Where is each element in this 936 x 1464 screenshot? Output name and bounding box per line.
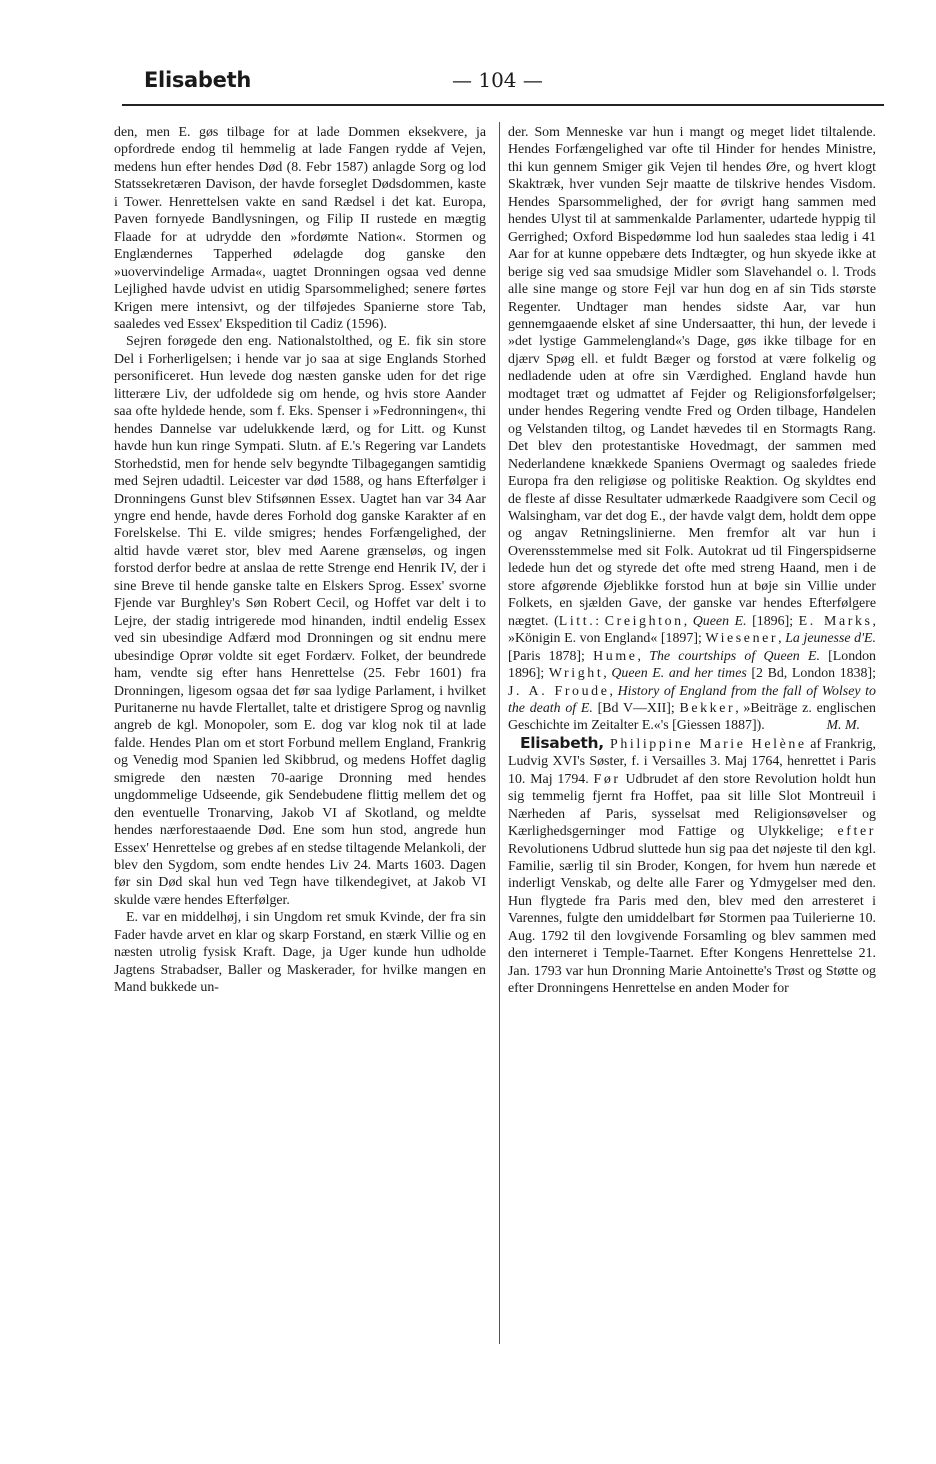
entry-headword: Elisabeth, xyxy=(520,733,604,752)
reference-author: Wiesener xyxy=(705,631,779,647)
author-signature: M. M. xyxy=(826,718,860,734)
separator: , xyxy=(683,613,693,629)
paragraph-text: der. Som Menneske var hun i mangt og meget lidet tiltalende. Hendes Forfængelighed var ofte til Hinder for hendes Ministre, thi kun gennem Smiger gik Vejen til hendes Øre, og hvert klogt Skaktræk, hver vunden Sejr maatte de tilskrive hendes Visdom. Hendes Sparsommelighed, der for øvrigt hang sammen med hendes Ulyst til at sammenkalde Parlamenter, udartede hyppig til Gerrighed; Oxford Bispedømme lod hun saaledes staa ledig i 41 Aar for at kunne oppebære dets Indtægter, og hun skyede ikke at berige sig ved saa smudsige Midler som Slavehandel o. l. Trods alle sine mange og store Fejl var hun dog en af sin Tids største Regenter. Undtager man hendes sidste Aar, var hun gennemgaaende elsket af sine Undersaatter, thi hun, der levede i »det lystige Gammelengland«'s Dage, gøs ikke tilbage for en djærv Spøg ell. et fuldt Bæger og forstod at være folkelig og nedladende uden at ofre sin Værdighed. England havde hun modtaget træt og udmattet af Fejder og Religionsforfølgelser; under hendes Regering vendte Fred og Orden tilbage, Handelen og Velstanden tiltog, og Landet hævedes til en Stormagts Rang. Det blev den protestantiske Hovedmagt, der sammen med Nederlandene knækkede Spaniens Overmagt og saaledes friede Europa fra den religiøse og politiske Reaktion. Og skyldtes end de fleste af disse Resultater udmærkede Raadgivere som Cecil og Walsingham, var det dog E., der havde valgt dem, holdt dem oppe og angav Retningslinierne. Men fremfor alt var hun i Overensstemmelse med sit Folk. Autokrat ud til Fingerspidserne ledede hun det og styrede det ofte med streng Haand, men i de store afgørende Øjeblikke forstod hun at bøje sin Villie under Folkets, en sjælden Gave, der ganske var hendes Efterfølgere nægtet. ( xyxy=(508,125,876,629)
reference-details: [Bd V—XII]; xyxy=(592,700,680,716)
entry-text: Udbrudet af den store Revolution holdt hun sig temmelig fjernt fra Hoffet, paa sit lille Slot Montreuil i Nærheden af Paris, sysselsat med Religionsøvelser og Kærlighedsgerninger mod Fattige og Ulykkelige; xyxy=(508,771,876,840)
reference-author: E. Marks xyxy=(798,613,873,629)
separator: , xyxy=(603,666,612,682)
header-rule xyxy=(122,104,884,106)
running-title: Elisabeth xyxy=(144,68,251,92)
paragraph: E. var en middelhøj, i sin Ungdom ret smuk Kvinde, der fra sin Fader havde arvet en klar og skarp Forstand, en stærk Villie og en næsten utrolig fysisk Kraft. Dage, ja Uger kunde hun udholde Jagtens Strabadser, Baller og Maskerader, for hvilke mangen en Mand bukkede un- xyxy=(114,910,486,996)
reference-details: [2 Bd, London 1838]; xyxy=(746,666,876,682)
literature-label: Litt. xyxy=(558,613,596,629)
reference-title: History of England from the fall of Wolsey to the death of E. xyxy=(508,683,876,716)
emphasis-after: efter xyxy=(837,824,876,840)
left-column xyxy=(114,124,486,997)
reference-details: [Paris 1878]; xyxy=(508,648,594,664)
reference-author: J. A. Froude xyxy=(508,683,610,699)
reference-author: Wright xyxy=(548,666,604,682)
paragraph-with-references xyxy=(508,124,876,735)
separator: , xyxy=(637,648,650,664)
entry-text: af Frankrig, Ludvig XVI's Søster, f. i Versailles 3. Maj 1764, henrettet i Paris 10. Maj 1794. xyxy=(508,736,877,787)
page-header xyxy=(122,66,882,100)
reference-author: Bekker xyxy=(679,700,736,716)
reference-title: Queen E. xyxy=(692,613,747,629)
reference-title: La jeunesse d'E. xyxy=(785,631,876,647)
paragraph: den, men E. gøs tilbage for at lade Dommen eksekvere, ja opfordrede endog til hemmelig at lade Fangen rydde af Vejen, medens hun efter hendes Død (8. Febr 1587) anlagde Sorg og lod Statssekretæren Davison, der havde forseglet Dødsdommen, kaste i Tower. Henrettelsen vakte en sand Rædsel i det kat. Europa, Paven fornyede Bandlysningen, og Filip II rustede en mægtig Flaade for at udrydde den »fordømte Nation«. Stormen og Englændernes Tapperhed ødelagde dog ganske den »uovervindelige Armada«, uagtet Dronningen ogsaa ved denne Lejlighed havde udvist en utidig Sparsommelighed; senere førtes Krigen mere intensivt, og der tilføjedes Spanierne store Tab, saaledes ved Essex' Ekspedition til Cadiz (1596). xyxy=(114,125,486,332)
reference-title: The courtships of Queen E. xyxy=(649,648,820,664)
page-number: — 104 — xyxy=(452,68,543,92)
entry-name: Philippine Marie Helène xyxy=(603,736,807,752)
column-divider xyxy=(499,122,500,1344)
reference-title: Queen E. and her times xyxy=(611,666,747,682)
reference-details: , »Königin E. von England« [1897]; xyxy=(508,613,876,647)
separator: : xyxy=(595,613,605,629)
reference-author: Hume xyxy=(593,648,638,664)
reference-author: Creighton xyxy=(604,613,684,629)
entry-paragraph xyxy=(508,735,876,998)
separator: , xyxy=(609,683,618,699)
reference-details: [London 1896]; xyxy=(508,648,876,682)
emphasis-before: Før xyxy=(593,771,621,787)
paragraph: Sejren forøgede den eng. Nationalstolthed, og E. fik sin store Del i Forherligelsen; i hende var jo saa at sige Englands Storhed personificeret. Hun levede dog næsten ganske uden for det rige litterære Liv, der udfoldede sig om hende, og hvis store Aander saa ofte hyldede hende, som f. Eks. Spenser i »Fedronningen«, thi hendes Dannelse var udelukkende lærd, og for Litt. og Kunst havde hun kun ringe Sympati. Slutn. af E.'s Regering var Landets Storhedstid, men for hende selv begyndte Tilbagegangen samtidig med Sejren udadtil. Leicester var død 1588, og hans Efterfølger i Dronningens Gunst blev Stifsønnen Essex. Uagtet han var 34 Aar yngre end hende, havde deres Forhold dog ganske Karakter af en Forelskelse. Thi E. vilde smigres; hendes Forfængelighed, der altid havde været stor, blev med Aarene grænseløs, og ingen forstod derfor bedre at anslaa de rette Strenge end Henrik IV, der i sine Breve til hende ganske talte en Elskers Sprog. Essex' svorne Fjende var Burghley's Søn Robert Cecil, og Hoffet var delt i to Lejre, der stadig intrigerede mod hinanden, indtil endelig Essex ved sin ubesindige Adfærd mod Dronningen og sit endnu mere ubesindige Oprør voldte sit eget Fordærv. Folket, der beundrede ham, vendte sig efter hans Henrettelse (25. Febr 1601) fra Dronningen, ligesom ogsaa det før saa lydige Parlament, i hvilket Puritanerne nu havde Flertallet, talte et dristigere Sprog og navnlig angreb de kgl. Monopoler, som E. dog var klog nok til at lade falde. Hendes Plan om et stort Forbund mellem England, Frankrig og Venedig mod Spanien led Skibbrud, og medens Hoffet daglig smigrede den næsten 70-aarige Dronning med hendes ungdommelige Udseende, gik Sendebudene flittig mellem det og den eventuelle Tronarving, Jakob VI af Skotland, og meldte hendes nærforestaaende Død. Ene som hun stod, angrede hun Essex' Henrettelse og grebes af en stedse tiltagende Melankoli, der blev den Sygdom, som endte hendes Liv 24. Marts 1603. Dagen før sin Død skal hun ved Tegn have tilkendegivet, at Jakob VI skulde være hendes Efterfølger. xyxy=(114,334,486,908)
reference-details: [1896]; xyxy=(746,613,799,629)
right-column xyxy=(508,124,876,998)
reference-details: , »Beiträge z. englischen Geschichte im Zeitalter E.«'s [Giessen 1887]). xyxy=(508,700,876,734)
entry-text: Revolutionens Udbrud sluttede hun sig paa det nøjeste til den kgl. Familie, særlig til sin Broder, Kongen, for hvem hun nærede et inderligt Venskab, og delte alle Farer og Ydmygelser med den. Hun flygtede fra Paris med den, blev med den arresteret i Varennes, fulgte den umiddelbart før Stormen paa Tuilerierne 10. Aug. 1792 til den lovgivende Forsamling og blev sammen med den interneret i Temple-Taarnet. Efter Kongens Henrettelse 21. Jan. 1793 var hun Dronning Marie Antoinette's Trøst og Støtte og efter Dronningens Henrettelse en anden Moder for xyxy=(508,841,876,997)
separator: , xyxy=(778,631,786,647)
